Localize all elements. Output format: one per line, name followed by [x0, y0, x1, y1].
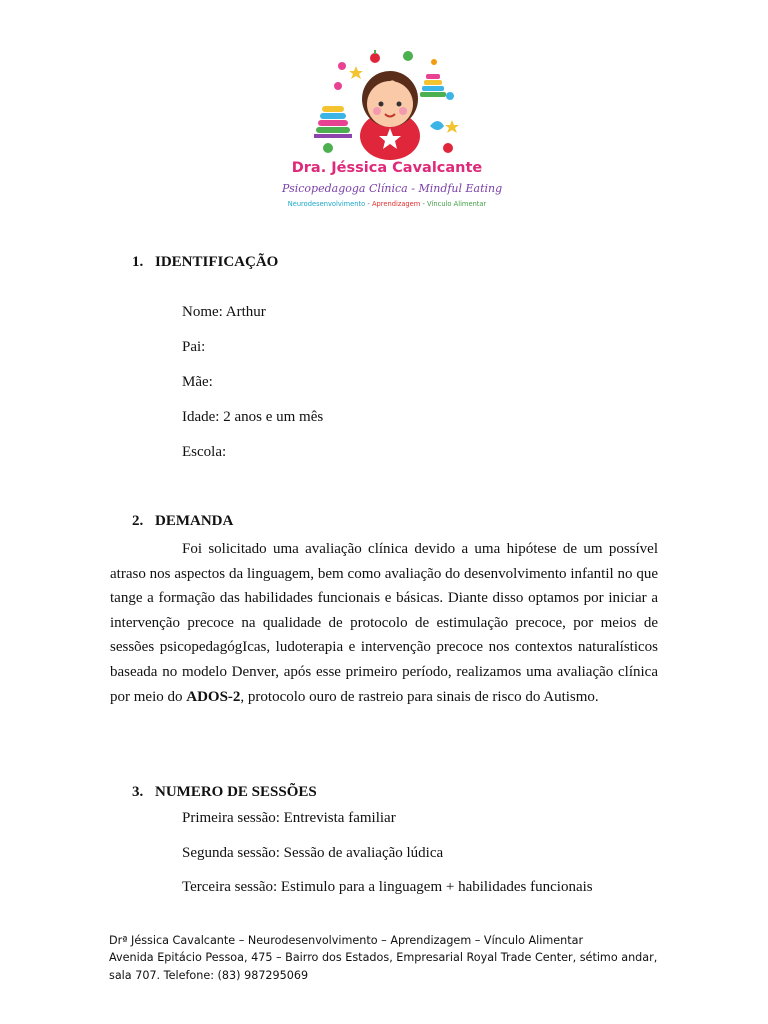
page-footer [109, 932, 669, 984]
footer-line-1: Drª Jéssica Cavalcante – Neurodesenvolvimento – Aprendizagem – Vínculo Alimentar [109, 934, 584, 947]
tag-aprendizagem: Aprendizagem [371, 200, 421, 208]
field-escola: Escola: [182, 444, 227, 460]
section-heading-identificacao: 1. IDENTIFICAÇÃO [132, 254, 279, 270]
session-item: Terceira sessão: Estimulo para a linguagem + habilidades funcionais [182, 879, 593, 895]
session-item: Segunda sessão: Sessão de avaliação lúdica [182, 845, 444, 861]
footer-address: Avenida Epitácio Pessoa, 475 – Bairro dos Estados, Empresarial Royal Trade Center, sétimo andar, sala 707. Telefone: (83) 987295069 [109, 951, 658, 982]
tag-neurodesenvolvimento: Neurodesenvolvimento [287, 200, 366, 208]
brand-tags: Neurodesenvolvimento - Aprendizagem - Vínculo Alimentar [287, 200, 487, 208]
session-item: Primeira sessão: Entrevista familiar [182, 810, 396, 826]
ados-2-label: ADOS-2 [186, 688, 241, 705]
field-mae: Mãe: [182, 374, 213, 390]
tag-vinculo-alimentar: Vínculo Alimentar [426, 200, 487, 208]
ring-stacker-icon [314, 106, 352, 138]
field-nome: Nome: Arthur [182, 304, 266, 320]
section-heading-demanda: 2. DEMANDA [132, 513, 234, 529]
baby-illustration [280, 44, 490, 164]
ring-stacker-icon [420, 74, 446, 97]
field-pai: Pai: [182, 339, 206, 355]
section-heading-sessoes: 3. NUMERO DE SESSÕES [132, 784, 317, 800]
demanda-paragraph: Foi solicitado uma avaliação clínica devido a uma hipótese de um possível atraso nos aspectos da linguagem, bem como avaliação do desenvolvimento infantil no que tange a formação das habilidades funcionais e básicas. Diante disso optamos por iniciar a intervenção precoce na qualidade de protocolo de estimulação precoce, por meios de sessões psicopedagógIcas, ludoterapia e intervenção precoce nos contextos naturalísticos baseada no modelo Denver, após esse primeiro período, realizamos uma avaliação clínica por meio do ADOS-2, protocolo ouro de rastreio para sinais de risco do Autismo. [110, 541, 658, 705]
field-idade: Idade: 2 anos e um mês [182, 409, 324, 425]
baby-face [367, 81, 413, 127]
brand-title: Dra. Jéssica Cavalcante [291, 160, 483, 176]
brand-subtitle: Psicopedagoga Clínica - Mindful Eating [282, 182, 503, 195]
